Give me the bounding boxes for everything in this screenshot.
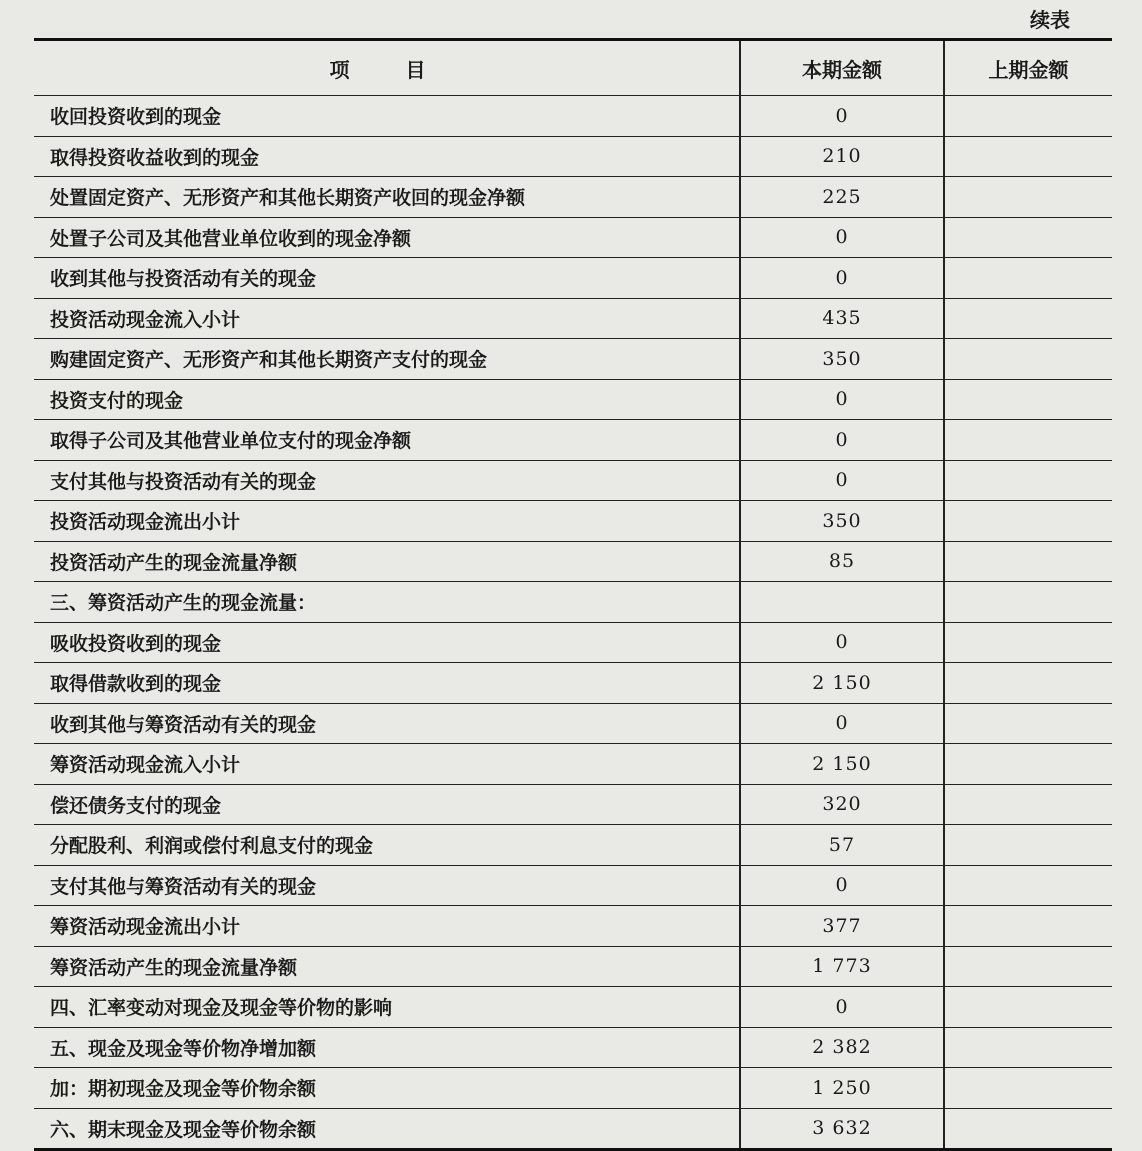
table-row (34, 217, 1112, 258)
row-item-label: 筹资活动产生的现金流量净额 (34, 946, 740, 987)
row-item-label: 筹资活动现金流出小计 (34, 906, 740, 947)
row-item-label: 六、期末现金及现金等价物余额 (34, 1108, 740, 1150)
row-current-amount: 0 (740, 460, 944, 501)
continued-label: 续表 (1030, 8, 1070, 32)
row-item-label: 取得投资收益收到的现金 (34, 136, 740, 177)
row-previous-amount (944, 1068, 1112, 1109)
table-header-row (34, 40, 1112, 96)
row-current-amount: 0 (740, 420, 944, 461)
row-current-amount: 350 (740, 339, 944, 380)
row-item-label: 分配股利、利润或偿付利息支付的现金 (34, 825, 740, 866)
table-row (34, 946, 1112, 987)
row-current-amount: 57 (740, 825, 944, 866)
row-previous-amount (944, 420, 1112, 461)
row-current-amount: 0 (740, 217, 944, 258)
row-item-label: 收回投资收到的现金 (34, 96, 740, 137)
row-previous-amount (944, 987, 1112, 1028)
row-item-label: 取得借款收到的现金 (34, 663, 740, 704)
row-item-label: 四、汇率变动对现金及现金等价物的影响 (34, 987, 740, 1028)
row-previous-amount (944, 582, 1112, 623)
row-item-label: 吸收投资收到的现金 (34, 622, 740, 663)
row-current-amount (740, 582, 944, 623)
table-row (34, 906, 1112, 947)
row-previous-amount (944, 339, 1112, 380)
row-item-label: 支付其他与筹资活动有关的现金 (34, 865, 740, 906)
row-previous-amount (944, 663, 1112, 704)
row-item-label: 收到其他与筹资活动有关的现金 (34, 703, 740, 744)
table-row (34, 177, 1112, 218)
table-row (34, 96, 1112, 137)
table-row (34, 1027, 1112, 1068)
row-item-label: 投资活动现金流入小计 (34, 298, 740, 339)
row-previous-amount (944, 217, 1112, 258)
row-current-amount: 3 632 (740, 1108, 944, 1150)
row-previous-amount (944, 177, 1112, 218)
table-row (34, 501, 1112, 542)
row-current-amount: 0 (740, 622, 944, 663)
row-item-label: 取得子公司及其他营业单位支付的现金净额 (34, 420, 740, 461)
row-current-amount: 2 382 (740, 1027, 944, 1068)
row-current-amount: 2 150 (740, 663, 944, 704)
row-current-amount: 1 773 (740, 946, 944, 987)
header-previous-amount: 上期金额 (944, 40, 1112, 96)
row-previous-amount (944, 622, 1112, 663)
row-previous-amount (944, 136, 1112, 177)
row-current-amount: 377 (740, 906, 944, 947)
table-row (34, 460, 1112, 501)
cash-flow-table (34, 38, 1112, 1151)
header-current-amount: 本期金额 (740, 40, 944, 96)
row-previous-amount (944, 703, 1112, 744)
row-current-amount: 0 (740, 703, 944, 744)
row-previous-amount (944, 379, 1112, 420)
row-current-amount: 435 (740, 298, 944, 339)
row-previous-amount (944, 865, 1112, 906)
header-item: 项 目 (34, 40, 740, 96)
row-item-label: 投资支付的现金 (34, 379, 740, 420)
row-item-label: 加：期初现金及现金等价物余额 (34, 1068, 740, 1109)
row-previous-amount (944, 906, 1112, 947)
table-row (34, 582, 1112, 623)
row-previous-amount (944, 744, 1112, 785)
row-current-amount: 2 150 (740, 744, 944, 785)
row-previous-amount (944, 541, 1112, 582)
row-item-label: 支付其他与投资活动有关的现金 (34, 460, 740, 501)
row-current-amount: 225 (740, 177, 944, 218)
table-row (34, 339, 1112, 380)
row-item-label: 投资活动产生的现金流量净额 (34, 541, 740, 582)
row-current-amount: 85 (740, 541, 944, 582)
table-row (34, 298, 1112, 339)
row-previous-amount (944, 501, 1112, 542)
row-previous-amount (944, 784, 1112, 825)
table-row (34, 420, 1112, 461)
table-row (34, 1108, 1112, 1150)
table-row (34, 622, 1112, 663)
row-previous-amount (944, 1027, 1112, 1068)
row-item-label: 偿还债务支付的现金 (34, 784, 740, 825)
row-item-label: 筹资活动现金流入小计 (34, 744, 740, 785)
row-item-label: 五、现金及现金等价物净增加额 (34, 1027, 740, 1068)
table-row (34, 1068, 1112, 1109)
table-row (34, 784, 1112, 825)
table-row (34, 136, 1112, 177)
row-previous-amount (944, 946, 1112, 987)
table-row (34, 379, 1112, 420)
row-current-amount: 0 (740, 865, 944, 906)
row-previous-amount (944, 825, 1112, 866)
row-current-amount: 0 (740, 96, 944, 137)
row-current-amount: 210 (740, 136, 944, 177)
row-current-amount: 0 (740, 258, 944, 299)
table-row (34, 258, 1112, 299)
row-item-label: 收到其他与投资活动有关的现金 (34, 258, 740, 299)
row-item-label: 处置固定资产、无形资产和其他长期资产收回的现金净额 (34, 177, 740, 218)
table-row (34, 865, 1112, 906)
row-item-label: 处置子公司及其他营业单位收到的现金净额 (34, 217, 740, 258)
table-row (34, 744, 1112, 785)
row-item-label: 购建固定资产、无形资产和其他长期资产支付的现金 (34, 339, 740, 380)
row-current-amount: 0 (740, 379, 944, 420)
row-item-label: 三、筹资活动产生的现金流量： (34, 582, 740, 623)
row-previous-amount (944, 96, 1112, 137)
row-current-amount: 320 (740, 784, 944, 825)
row-current-amount: 350 (740, 501, 944, 542)
row-previous-amount (944, 258, 1112, 299)
table-row (34, 987, 1112, 1028)
table-row (34, 825, 1112, 866)
row-item-label: 投资活动现金流出小计 (34, 501, 740, 542)
row-previous-amount (944, 1108, 1112, 1150)
table-row (34, 663, 1112, 704)
row-current-amount: 1 250 (740, 1068, 944, 1109)
table-row (34, 703, 1112, 744)
row-previous-amount (944, 460, 1112, 501)
row-previous-amount (944, 298, 1112, 339)
table-row (34, 541, 1112, 582)
row-current-amount: 0 (740, 987, 944, 1028)
